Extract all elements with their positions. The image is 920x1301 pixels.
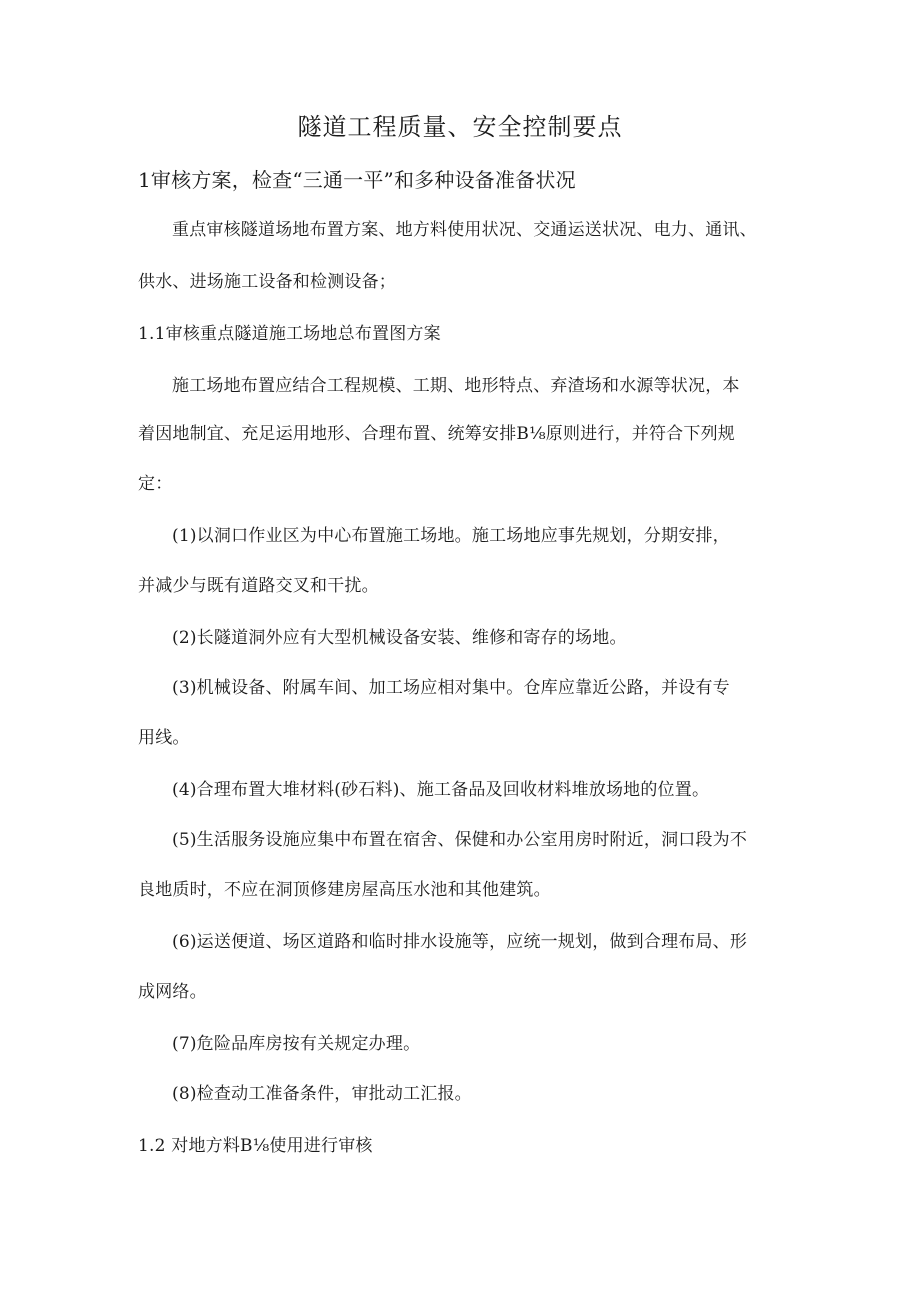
list-item-1-line-1: (1)以洞口作业区为中心布置施工场地。施工场地应事先规划，分期安排， [172,526,730,546]
section-1-1-intro-line-3: 定： [138,474,173,494]
list-item-6-line-1: (6)运送便道、场区道路和临时排水设施等，应统一规划，做到合理布局、形 [172,932,748,952]
list-item-5-line-1: (5)生活服务设施应集中布置在宿舍、保健和办公室用房时附近，洞口段为不 [172,830,748,850]
list-item-4: (4)合理布置大堆材料(砂石料)、施工备品及回收材料堆放场地的位置。 [172,780,710,800]
list-item-8: (8)检查动工准备条件，审批动工汇报。 [172,1084,472,1104]
section-1-heading: 1审核方案，检查“三通一平”和多种设备准备状况 [138,168,576,192]
list-item-2: (2)长隧道洞外应有大型机械设备安装、维修和寄存的场地。 [172,628,627,648]
list-item-1-line-2: 并减少与既有道路交叉和干扰。 [138,576,379,596]
section-1-1-heading: 1.1审核重点隧道施工场地总布置图方案 [138,324,441,344]
section-1-1-intro-line-2: 着因地制宜、充足运用地形、合理布置、统筹安排B⅛原则进行，并符合下列规 [138,424,735,444]
document-title: 隧道工程质量、安全控制要点 [297,113,623,141]
list-item-3-line-1: (3)机械设备、附属车间、加工场应相对集中。仓库应靠近公路，并设有专 [172,678,730,698]
section-1-1-intro-line-1: 施工场地布置应结合工程规模、工期、地形特点、弃渣场和水源等状况，本 [172,376,740,396]
list-item-7: (7)危险品库房按有关规定办理。 [172,1034,421,1054]
list-item-6-line-2: 成网络。 [138,982,207,1002]
section-1-intro-line-1: 重点审核隧道场地布置方案、地方料使用状况、交通运送状况、电力、通讯、 [172,220,757,240]
section-1-intro-line-2: 供水、进场施工设备和检测设备； [138,272,396,292]
list-item-5-line-2: 良地质时，不应在洞顶修建房屋高压水池和其他建筑。 [138,880,551,900]
section-1-2-heading: 1.2 对地方料B⅛使用进行审核 [138,1136,373,1156]
list-item-3-line-2: 用线。 [138,728,190,748]
